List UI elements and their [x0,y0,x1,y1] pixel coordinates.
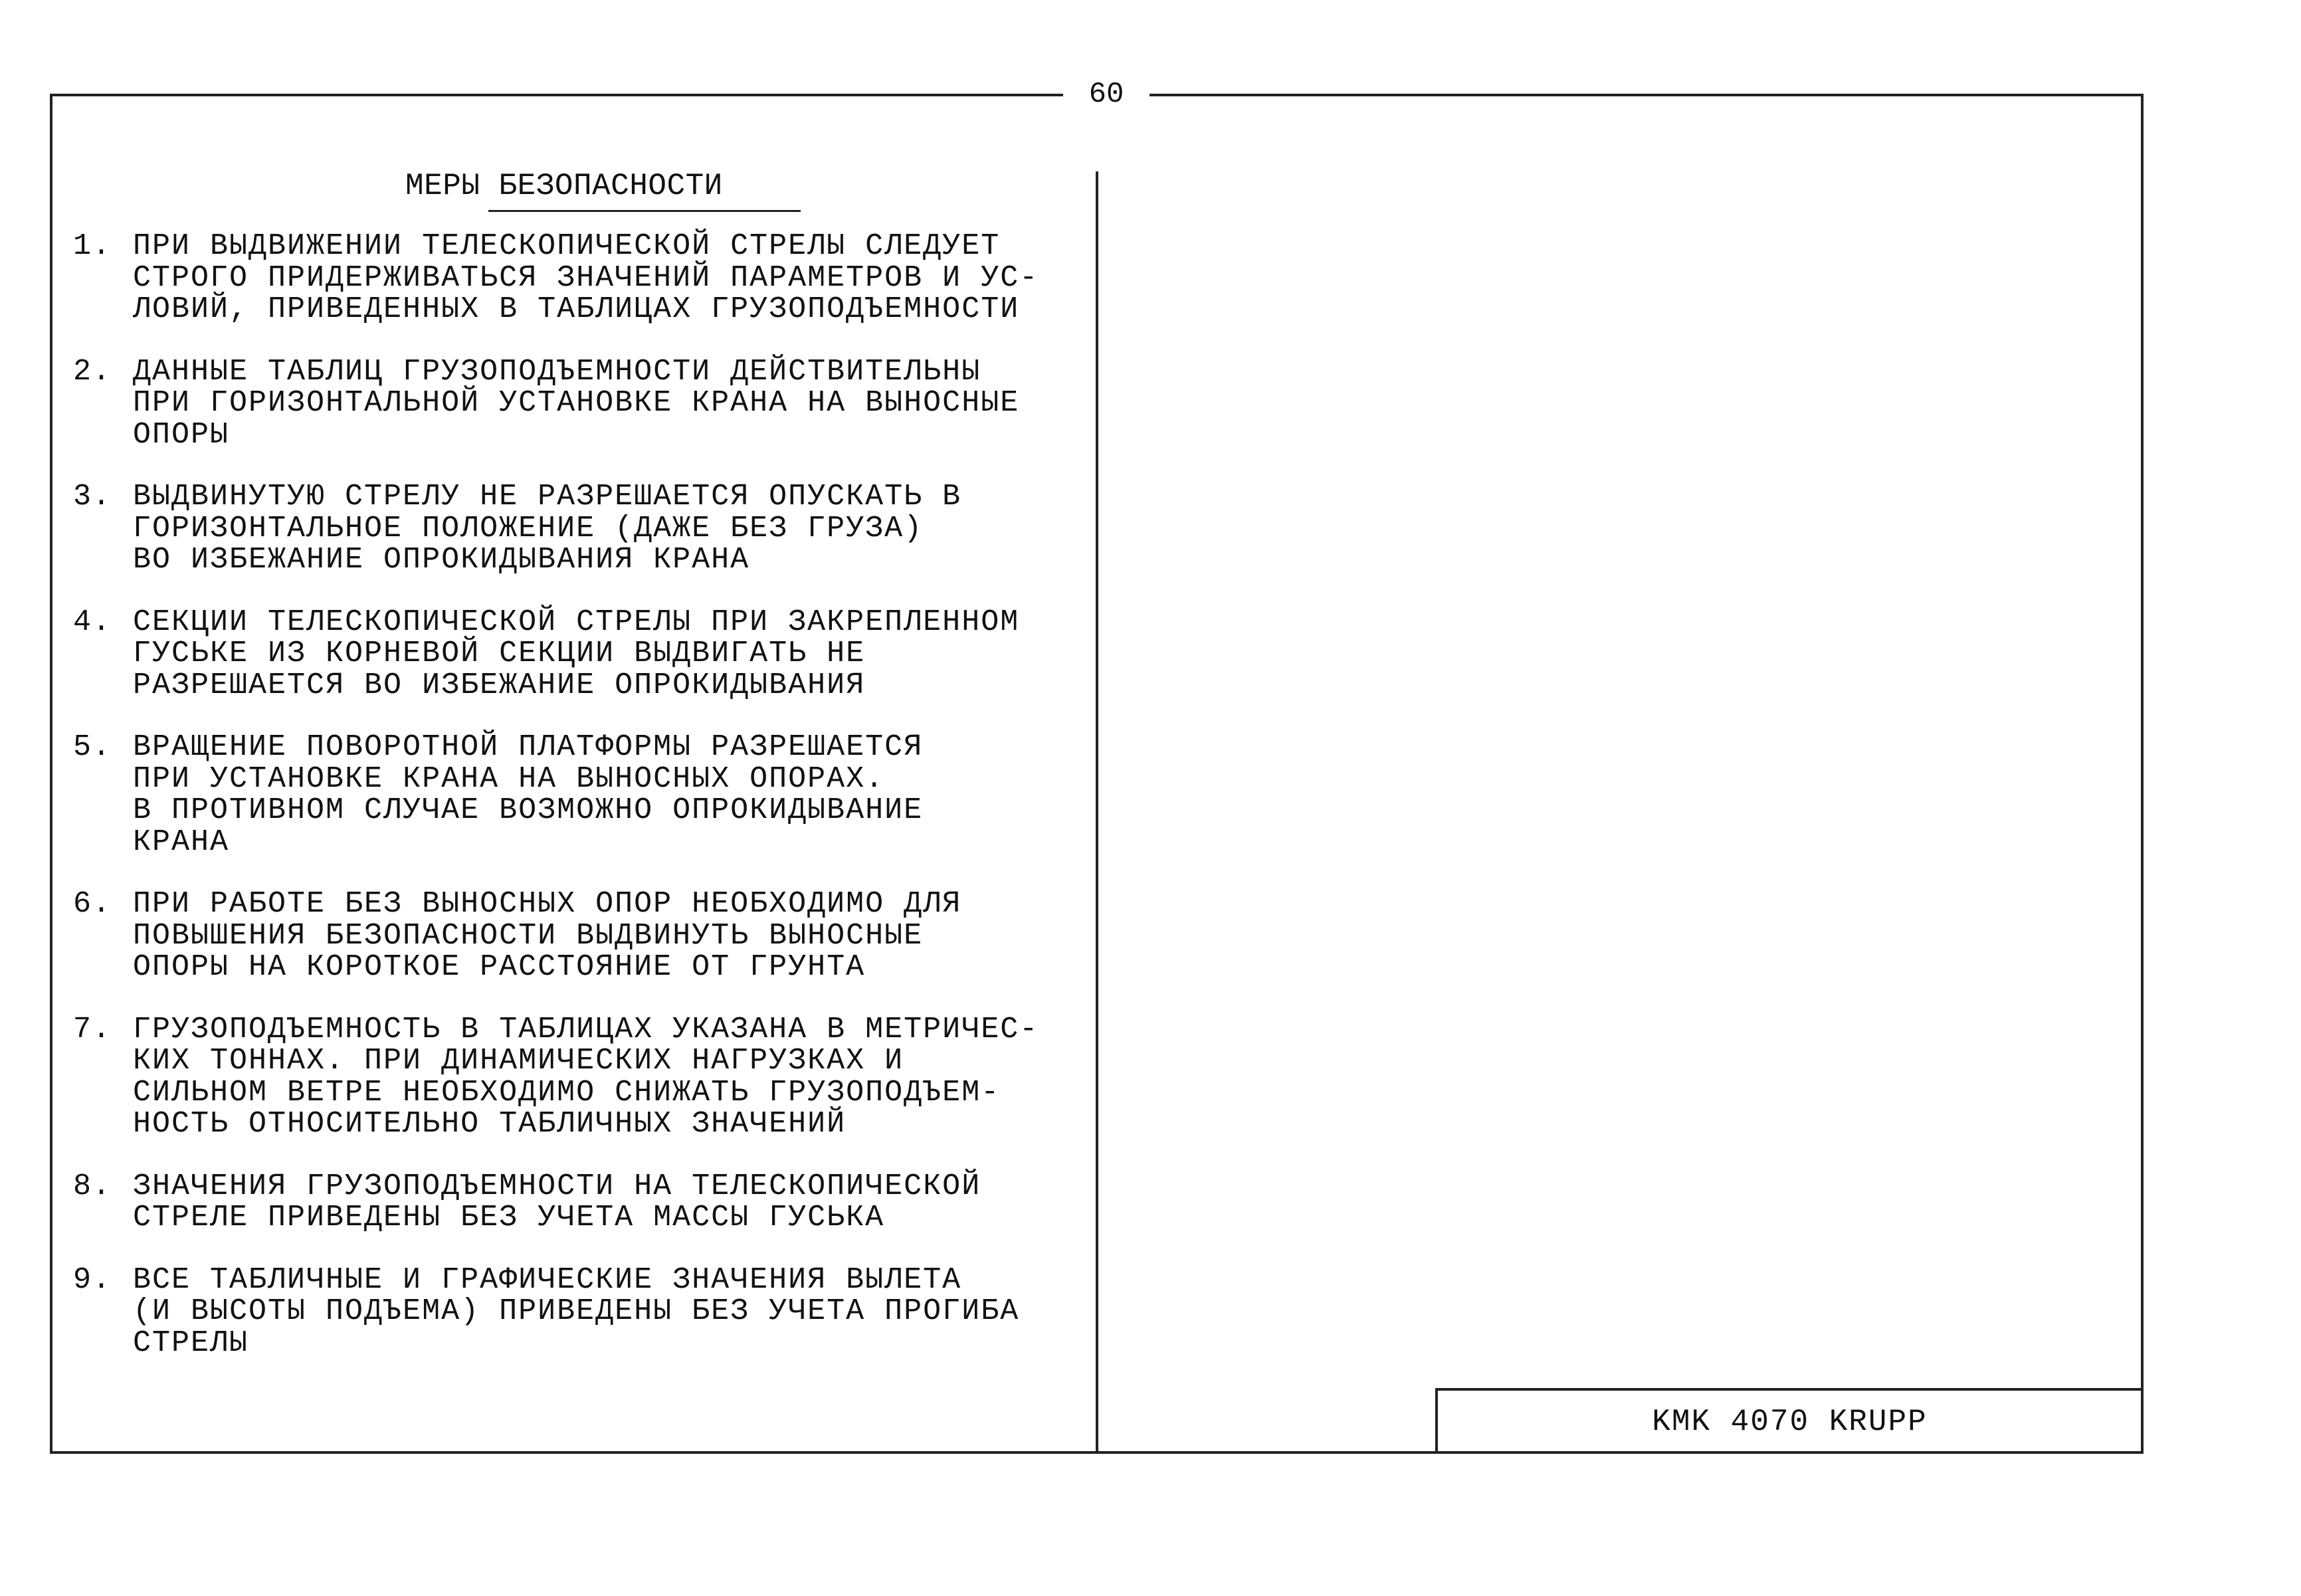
rule-number: 4. [73,605,112,639]
rule-text: ПРИ РАБОТЕ БЕЗ ВЫНОСНЫХ ОПОР НЕОБХОДИМО ДЛЯ ПОВЫШЕНИЯ БЕЗОПАСНОСТИ ВЫДВИНУТЬ ВЫНОСНЫЕ ОПОРЫ НА КОРОТКОЕ РАССТОЯНИЕ ОТ ГРУНТА [133,887,962,984]
safety-rule-5 [73,732,1090,858]
rule-number: 3. [73,480,112,514]
heading-underline [488,210,801,212]
rule-number: 7. [73,1012,112,1047]
safety-measures-column [73,165,1090,1389]
section-heading: МЕРЫ БЕЗОПАСНОСТИ [405,169,723,203]
safety-rule-3 [73,481,1090,576]
title-block [1435,1388,2142,1452]
page-number: 60 [1063,74,1150,114]
safety-rule-9 [73,1264,1090,1359]
rule-number: 6. [73,887,112,921]
column-divider [1096,171,1098,1451]
rule-text: ВЫДВИНУТУЮ СТРЕЛУ НЕ РАЗРЕШАЕТСЯ ОПУСКАТЬ В ГОРИЗОНТАЛЬНОЕ ПОЛОЖЕНИЕ (ДАЖЕ БЕЗ ГРУЗА) ВО ИЗБЕЖАНИЕ ОПРОКИДЫВАНИЯ КРАНА [133,480,962,577]
rule-text: ВСЕ ТАБЛИЧНЫЕ И ГРАФИЧЕСКИЕ ЗНАЧЕНИЯ ВЫЛЕТА (И ВЫСОТЫ ПОДЪЕМА) ПРИВЕДЕНЫ БЕЗ УЧЕТА ПРОГИБА СТРЕЛЫ [133,1262,1020,1360]
rule-text: ДАННЫЕ ТАБЛИЦ ГРУЗОПОДЪЕМНОСТИ ДЕЙСТВИТЕЛЬНЫ ПРИ ГОРИЗОНТАЛЬНОЙ УСТАНОВКЕ КРАНА НА ВЫНОСНЫЕ ОПОРЫ [133,354,1020,452]
safety-rules-list [73,231,1090,1359]
safety-rule-1 [73,231,1090,326]
rule-text: ЗНАЧЕНИЯ ГРУЗОПОДЪЕМНОСТИ НА ТЕЛЕСКОПИЧЕСКОЙ СТРЕЛЕ ПРИВЕДЕНЫ БЕЗ УЧЕТА МАССЫ ГУСЬКА [133,1169,981,1235]
rule-text: ПРИ ВЫДВИЖЕНИИ ТЕЛЕСКОПИЧЕСКОЙ СТРЕЛЫ СЛЕДУЕТ СТРОГО ПРИДЕРЖИВАТЬСЯ ЗНАЧЕНИЙ ПАРАМЕТРОВ И УС- ЛОВИЙ, ПРИВЕДЕННЫХ В ТАБЛИЦАХ ГРУЗОПОДЪЕМНОСТИ [133,229,1039,326]
rule-number: 1. [73,229,112,263]
safety-rule-2 [73,356,1090,451]
safety-rule-8 [73,1171,1090,1234]
rule-number: 9. [73,1262,112,1297]
safety-rule-6 [73,888,1090,983]
safety-rule-4 [73,607,1090,702]
safety-rule-7 [73,1014,1090,1140]
rule-number: 2. [73,354,112,389]
rule-text: ВРАЩЕНИЕ ПОВОРОТНОЙ ПЛАТФОРМЫ РАЗРЕШАЕТСЯ ПРИ УСТАНОВКЕ КРАНА НА ВЫНОСНЫХ ОПОРАХ. В ПРОТИВНОМ СЛУЧАЕ ВОЗМОЖНО ОПРОКИДЫВАНИЕ КРАНА [133,730,924,859]
rule-number: 8. [73,1169,112,1203]
document-code: KMK 4070 KRUPP [1652,1404,1928,1439]
rule-text: ГРУЗОПОДЪЕМНОСТЬ В ТАБЛИЦАХ УКАЗАНА В МЕТРИЧЕС- КИХ ТОННАХ. ПРИ ДИНАМИЧЕСКИХ НАГРУЗКАХ И СИЛЬНОМ ВЕТРЕ НЕОБХОДИМО СНИЖАТЬ ГРУЗОПОДЪЕМ- НОСТЬ ОТНОСИТЕЛЬНО ТАБЛИЧНЫХ ЗНАЧЕНИЙ [133,1012,1039,1141]
rule-text: СЕКЦИИ ТЕЛЕСКОПИЧЕСКОЙ СТРЕЛЫ ПРИ ЗАКРЕПЛЕННОМ ГУСЬКЕ ИЗ КОРНЕВОЙ СЕКЦИИ ВЫДВИГАТЬ НЕ РАЗРЕШАЕТСЯ ВО ИЗБЕЖАНИЕ ОПРОКИДЫВАНИЯ [133,605,1020,702]
rule-number: 5. [73,730,112,764]
